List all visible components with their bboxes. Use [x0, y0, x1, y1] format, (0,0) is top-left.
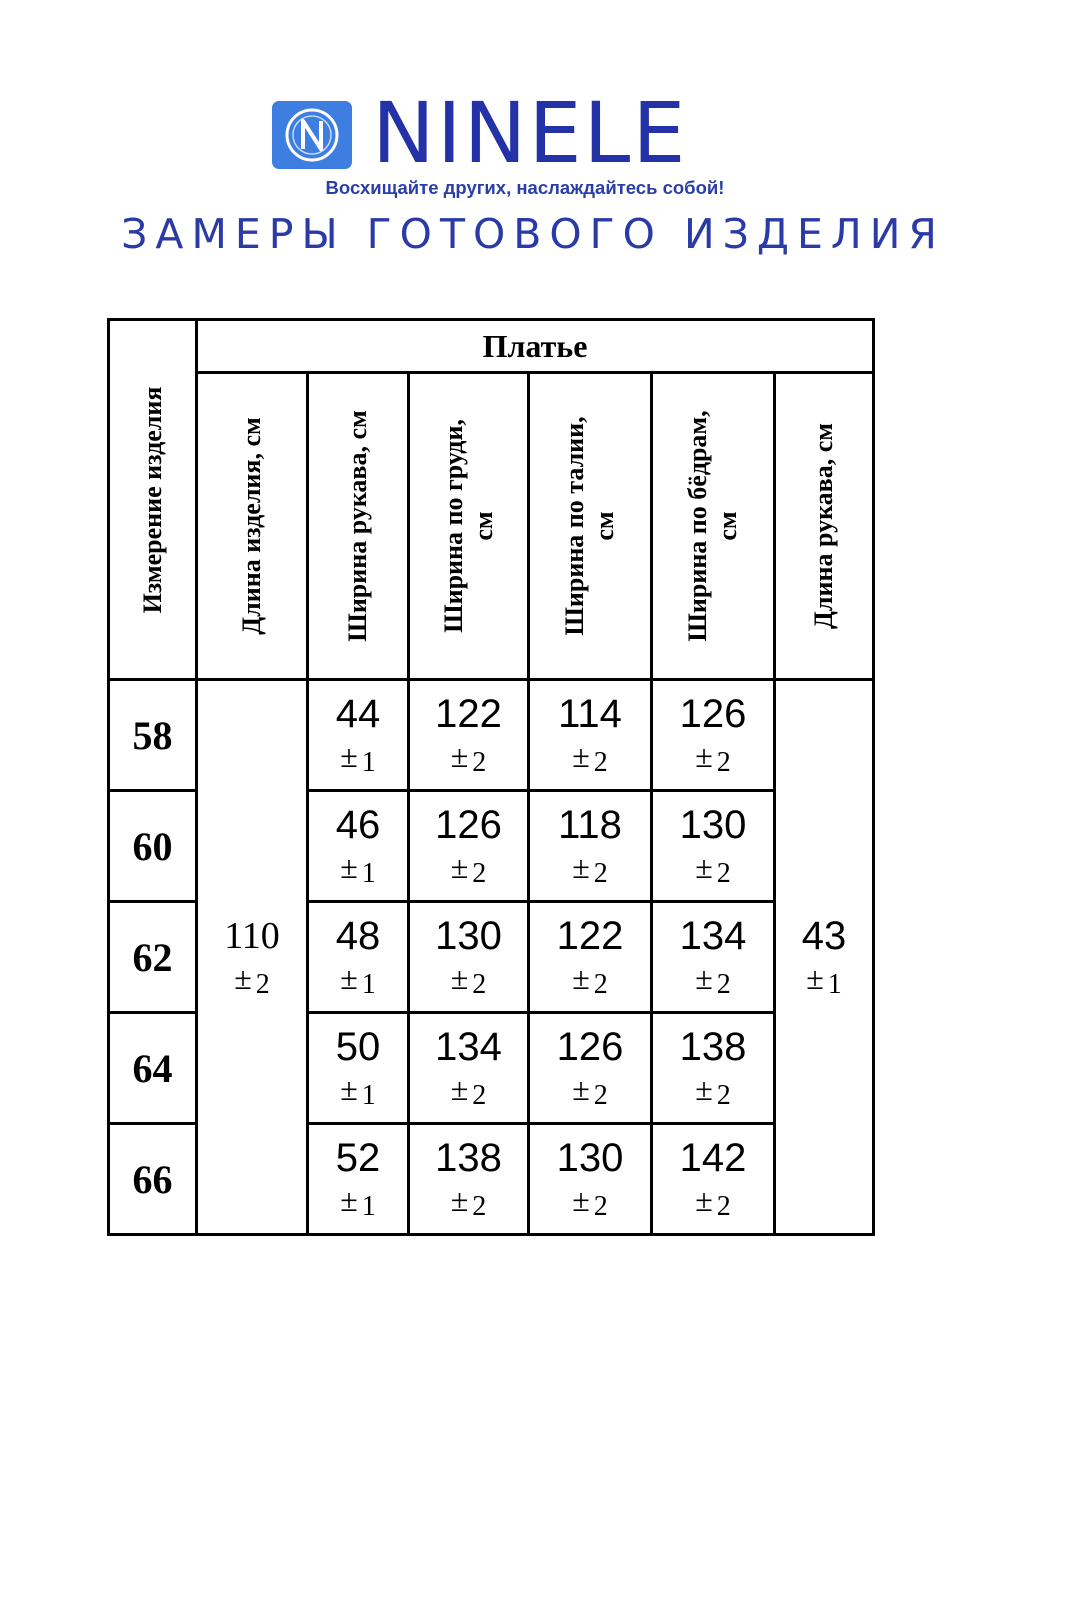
tolerance-value: 1	[361, 857, 376, 889]
sleeve-width-cell	[308, 680, 409, 791]
tolerance-value: 2	[716, 1190, 731, 1222]
column-header-length	[197, 373, 308, 680]
column-header-hips	[652, 373, 775, 680]
plus-minus: ±	[572, 1181, 590, 1218]
column-header-label	[439, 419, 499, 633]
tolerance-value: 1	[361, 746, 376, 778]
measure-tolerance	[410, 958, 527, 1001]
measure-value: 126	[679, 691, 747, 736]
sleeve-width-cell	[308, 1124, 409, 1235]
tolerance-value: 2	[716, 746, 731, 778]
measure-value: 134	[435, 1024, 502, 1069]
column-header-label	[683, 410, 743, 641]
page-title: ЗАМЕРЫ ГОТОВОГО ИЗДЕЛИЯ	[121, 210, 945, 258]
tolerance-value: 2	[472, 857, 487, 889]
waist-cell	[529, 902, 652, 1013]
measure-value: 50	[335, 1024, 381, 1069]
waist-cell	[529, 791, 652, 902]
measure-value: 130	[679, 802, 747, 847]
column-header-line: Ширина по груди,	[438, 419, 468, 633]
plus-minus: ±	[340, 959, 358, 996]
plus-minus: ±	[695, 1181, 713, 1218]
garment-header: Платье	[197, 320, 874, 373]
chest-cell	[409, 1013, 529, 1124]
tolerance-value: 2	[716, 857, 731, 889]
measure-tolerance	[410, 1069, 527, 1112]
column-header-waist	[529, 373, 652, 680]
measure-tolerance	[530, 1069, 650, 1112]
plus-minus: ±	[340, 737, 358, 774]
measure-tolerance	[653, 847, 773, 890]
waist-cell	[529, 1013, 652, 1124]
chest-cell	[409, 1124, 529, 1235]
measure-tolerance	[653, 1180, 773, 1223]
plus-minus: ±	[572, 1070, 590, 1107]
measure-value: 114	[558, 691, 622, 736]
measure-value: 130	[435, 913, 502, 958]
size-table	[107, 318, 875, 1236]
plus-minus: ±	[340, 1181, 358, 1218]
tolerance-value: 1	[361, 1190, 376, 1222]
plus-minus: ±	[695, 737, 713, 774]
measure-value: 52	[335, 1135, 381, 1180]
hips-cell	[652, 1124, 775, 1235]
plus-minus: ±	[695, 1070, 713, 1107]
ninele-logo-icon	[272, 101, 352, 169]
tolerance-value: 1	[361, 1079, 376, 1111]
measure-tolerance	[309, 1180, 407, 1223]
measure-tolerance	[530, 736, 650, 779]
waist-cell	[529, 1124, 652, 1235]
plus-minus: ±	[450, 959, 469, 996]
waist-cell	[529, 680, 652, 791]
brand-tagline: Восхищайте других, наслаждайтесь собой!	[325, 177, 725, 198]
size-cell: 64	[109, 1013, 197, 1124]
column-header-chest	[409, 373, 529, 680]
tolerance-value: 2	[716, 968, 731, 1000]
measure-tolerance	[410, 736, 527, 779]
measure-tolerance	[530, 847, 650, 890]
sleeve-width-cell	[308, 1013, 409, 1124]
plus-minus: ±	[572, 959, 590, 996]
column-header-line: Ширина по бёдрам,	[683, 410, 712, 642]
measure-tolerance	[309, 847, 407, 890]
measure-value: 46	[335, 802, 381, 847]
tolerance-value: 2	[593, 1079, 608, 1111]
size-cell: 58	[109, 680, 197, 791]
column-header-sleeve-width	[308, 373, 409, 680]
hips-cell	[652, 902, 775, 1013]
row-header-label: Измерение изделия	[137, 386, 167, 613]
chest-cell	[409, 680, 529, 791]
measure-value: 126	[435, 802, 502, 847]
plus-minus: ±	[695, 959, 713, 996]
measure-tolerance	[309, 1069, 407, 1112]
measure-value: 118	[558, 802, 622, 847]
measure-tolerance	[410, 1180, 527, 1223]
tolerance-value: 2	[255, 968, 270, 1000]
measure-value: 130	[556, 1135, 624, 1180]
tolerance-value: 2	[593, 857, 608, 889]
measure-value: 122	[435, 691, 502, 736]
length-tolerance	[198, 958, 306, 1001]
measure-value: 44	[335, 691, 381, 736]
sleeve-width-cell	[308, 791, 409, 902]
sleeve-width-cell	[308, 902, 409, 1013]
sleeve-length-cell	[775, 680, 874, 1235]
chest-cell	[409, 902, 529, 1013]
plus-minus: ±	[572, 848, 590, 885]
plus-minus: ±	[234, 959, 252, 996]
measure-tolerance	[410, 847, 527, 890]
hips-cell	[652, 791, 775, 902]
chest-cell	[409, 791, 529, 902]
size-cell: 62	[109, 902, 197, 1013]
measure-tolerance	[653, 958, 773, 1001]
plus-minus: ±	[450, 1070, 469, 1107]
measure-value: 138	[679, 1024, 747, 1069]
tolerance-value: 2	[593, 746, 608, 778]
measure-tolerance	[530, 958, 650, 1001]
length-cell	[197, 680, 308, 1235]
plus-minus: ±	[450, 848, 469, 885]
column-header-line: см	[468, 511, 498, 541]
brand-header	[0, 0, 1066, 210]
tolerance-value: 2	[472, 1079, 487, 1111]
tolerance-value: 2	[472, 968, 487, 1000]
measure-value: 126	[556, 1024, 624, 1069]
measure-tolerance	[309, 958, 407, 1001]
plus-minus: ±	[340, 848, 358, 885]
column-header-label: Ширина рукава, см	[343, 410, 372, 642]
sleeve-length-tolerance	[776, 958, 872, 1001]
plus-minus: ±	[695, 848, 713, 885]
column-header-sleeve-length	[775, 373, 874, 680]
plus-minus: ±	[450, 737, 469, 774]
measure-value: 122	[556, 913, 624, 958]
measure-value: 142	[679, 1135, 747, 1180]
plus-minus: ±	[572, 737, 590, 774]
size-chart	[107, 318, 875, 1236]
tolerance-value: 2	[472, 746, 487, 778]
column-header-label	[560, 416, 620, 635]
sleeve-length-value: 43	[801, 913, 847, 958]
measure-value: 138	[435, 1135, 502, 1180]
measure-tolerance	[309, 736, 407, 779]
length-value: 110	[224, 914, 280, 957]
tolerance-value: 2	[593, 968, 608, 1000]
size-cell: 60	[109, 791, 197, 902]
hips-cell	[652, 680, 775, 791]
size-cell: 66	[109, 1124, 197, 1235]
measure-tolerance	[653, 736, 773, 779]
plus-minus: ±	[450, 1181, 469, 1218]
tolerance-value: 2	[472, 1190, 487, 1222]
column-header-line: см	[713, 511, 742, 541]
column-header-label: Длина изделия, см	[237, 417, 266, 635]
measure-tolerance	[653, 1069, 773, 1112]
plus-minus: ±	[806, 959, 824, 996]
tolerance-value: 1	[361, 968, 376, 1000]
plus-minus: ±	[340, 1070, 358, 1107]
column-header-line: см	[590, 511, 619, 541]
column-header-label: Длина рукава, см	[809, 423, 838, 629]
tolerance-value: 2	[593, 1190, 608, 1222]
brand-name: NINELE	[372, 84, 688, 182]
column-header-line: Ширина по талии,	[560, 416, 589, 636]
measure-tolerance	[530, 1180, 650, 1223]
tolerance-value: 1	[827, 968, 842, 1000]
tolerance-value: 2	[716, 1079, 731, 1111]
measure-value: 134	[679, 913, 747, 958]
measure-value: 48	[335, 913, 381, 958]
hips-cell	[652, 1013, 775, 1124]
table-row	[109, 680, 874, 791]
row-header-cell	[109, 320, 197, 680]
